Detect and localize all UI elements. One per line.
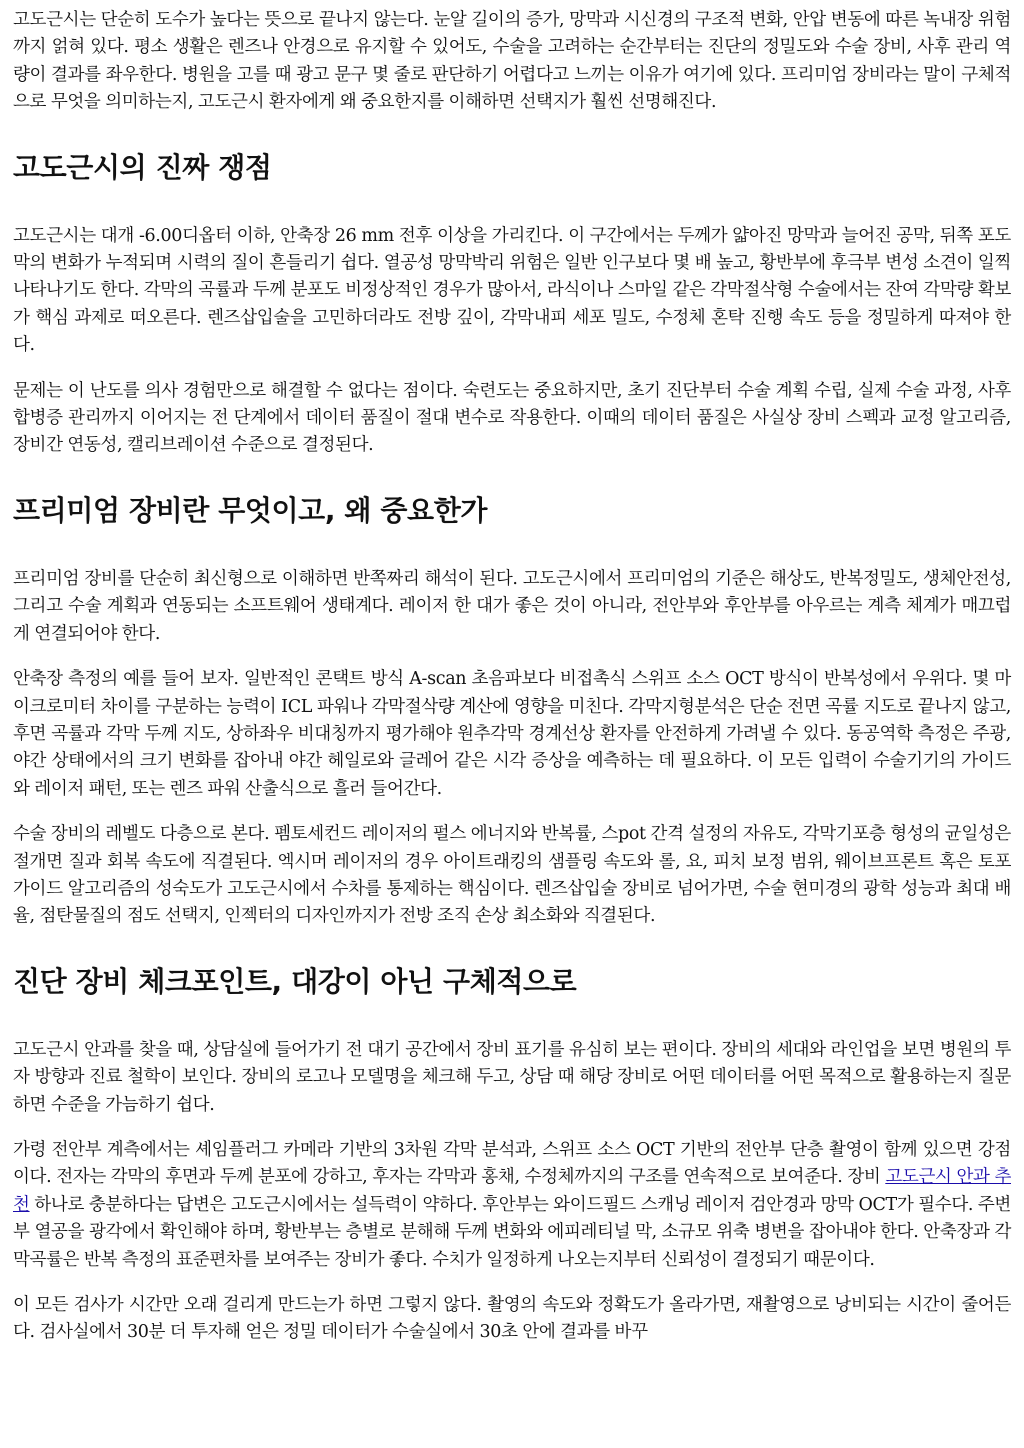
section3-paragraph-2 <box>13 1137 1011 1274</box>
section3-paragraph-3: 이 모든 검사가 시간만 오래 걸리게 만드는가 하면 그렇지 않다. 촬영의 속도와 정확도가 올라가면, 재촬영으로 낭비되는 시간이 줄어든다. 검사실에서 30분 더 투자해 얻은 정밀 데이터가 수술실에서 30초 안에 결과를 바꾸 <box>13 1295 1011 1343</box>
section1-paragraph-2: 문제는 이 난도를 의사 경험만으로 해결할 수 없다는 점이다. 숙련도는 중요하지만, 초기 진단부터 수술 계획 수립, 실제 수술 과정, 사후 합병증 관리까지 이어지는 전 단계에서 데이터 품질이 절대 변수로 작용한다. 이때의 데이터 품질은 사실상 장비 스펙과 교정 알고리즘, 장비간 연동성, 캘리브레이션 수준으로 결정된다. <box>13 380 1011 456</box>
section2-paragraph-1: 프리미엄 장비를 단순히 최신형으로 이해하면 반쪽짜리 해석이 된다. 고도근시에서 프리미엄의 기준은 해상도, 반복정밀도, 생체안전성, 그리고 수술 계획과 연동되는 소프트웨어 생태계다. 레이저 한 대가 좋은 것이 아니라, 전안부와 후안부를 아우르는 계측 체계가 매끄럽게 연결되어야 한다. <box>13 568 1011 644</box>
section2-paragraph-2: 안축장 측정의 예를 들어 보자. 일반적인 콘택트 방식 A-scan 초음파보다 비접촉식 스위프 소스 OCT 방식이 반복성에서 우위다. 몇 마이크로미터 차이를 구분하는 능력이 ICL 파워나 각막절삭량 계산에 영향을 미친다. 각막지형분석은 단순 전면 곡률 지도로 끝나지 않고, 후면 곡률과 각막 두께 지도, 상하좌우 비대칭까지 평가해야 원추각막 경계선상 환자를 안전하게 가려낼 수 있다. 동공역학 측정은 주광, 야간 상태에서의 크기 변화를 잡아내 야간 헤일로와 글레어 같은 시각 증상을 예측하는 데 필요하다. 이 모든 입력이 수술기기의 가이드와 레이저 패턴, 또는 렌즈 파워 산출식으로 흘러 들어간다. <box>13 669 1011 799</box>
recommendation-link[interactable]: 고도근시 안과 추천 <box>13 1167 1011 1215</box>
section-heading-diagnostic-checkpoints: 진단 장비 체크포인트, 대강이 아닌 구체적으로 <box>13 964 577 998</box>
section-heading-premium-equipment: 프리미엄 장비란 무엇이고, 왜 중요한가 <box>13 493 487 527</box>
section3-paragraph-2-text-after: 하나로 충분하다는 답변은 고도근시에서는 설득력이 약하다. 후안부는 와이드필드 스캐닝 레이저 검안경과 망막 OCT가 필수다. 주변부 열공을 광각에서 확인해야 하며, 황반부는 층별로 분해해 두께 변화와 에피레티널 막, 소규모 위축 병변을 잡아내야 한다. 안축장과 각막곡률은 반복 측정의 표준편차를 보여주는 장비가 좋다. 수치가 일정하게 나오는지부터 신뢰성이 결정되기 때문이다. <box>13 1194 1011 1270</box>
section3-paragraph-1: 고도근시 안과를 찾을 때, 상담실에 들어가기 전 대기 공간에서 장비 표기를 유심히 보는 편이다. 장비의 세대와 라인업을 보면 병원의 투자 방향과 진료 철학이 보인다. 장비의 로고나 모델명을 체크해 두고, 상담 때 해당 장비로 어떤 데이터를 어떤 목적으로 활용하는지 질문하면 수준을 가늠하기 쉽다. <box>13 1039 1011 1115</box>
intro-paragraph: 고도근시는 단순히 도수가 높다는 뜻으로 끝나지 않는다. 눈알 길이의 증가, 망막과 시신경의 구조적 변화, 안압 변동에 따른 녹내장 위험까지 얽혀 있다. 평소 생활은 렌즈나 안경으로 유지할 수 있어도, 수술을 고려하는 순간부터는 진단의 정밀도와 수술 장비, 사후 관리 역량이 결과를 좌우한다. 병원을 고를 때 광고 문구 몇 줄로 판단하기 어렵다고 느끼는 이유가 여기에 있다. 프리미엄 장비라는 말이 구체적으로 무엇을 의미하는지, 고도근시 환자에게 왜 중요한지를 이해하면 선택지가 훨씬 선명해진다. <box>13 10 1011 113</box>
section-heading-myopia-issue: 고도근시의 진짜 쟁점 <box>13 150 272 184</box>
section2-paragraph-3: 수술 장비의 레벨도 다층으로 본다. 펨토세컨드 레이저의 펄스 에너지와 반복률, 스pot 간격 설정의 자유도, 각막기포층 형성의 균일성은 절개면 질과 회복 속도에 직결된다. 엑시머 레이저의 경우 아이트래킹의 샘플링 속도와 롤, 요, 피치 보정 범위, 웨이브프론트 혹은 토포가이드 알고리즘의 성숙도가 고도근시에서 수차를 통제하는 핵심이다. 렌즈삽입술 장비로 넘어가면, 수술 현미경의 광학 성능과 최대 배율, 점탄물질의 점도 선택지, 인젝터의 디자인까지가 전방 조직 손상 최소화와 직결된다. <box>13 824 1011 927</box>
section1-paragraph-1: 고도근시는 대개 -6.00디옵터 이하, 안축장 26 mm 전후 이상을 가리킨다. 이 구간에서는 두께가 얇아진 망막과 늘어진 공막, 뒤쪽 포도막의 변화가 누적되며 시력의 질이 흔들리기 쉽다. 열공성 망막박리 위험은 일반 인구보다 몇 배 높고, 황반부에 후극부 변성 소견이 일찍 나타나기도 한다. 각막의 곡률과 두께 분포도 비정상적인 경우가 많아서, 라식이나 스마일 같은 각막절삭형 수술에서는 잔여 각막량 확보가 핵심 과제로 떠오른다. 렌즈삽입술을 고민하더라도 전방 깊이, 각막내피 세포 밀도, 수정체 혼탁 진행 속도 등을 정밀하게 따져야 한다. <box>13 225 1011 356</box>
section3-paragraph-2-text-before: 가령 전안부 계측에서는 셰임플러그 카메라 기반의 3차원 각막 분석과, 스위프 소스 OCT 기반의 전안부 단층 촬영이 함께 있으면 강점이다. 전자는 각막의 후면과 두께 분포에 강하고, 후자는 각막과 홍채, 수정체까지의 구조를 연속적으로 보여준다. 장비 <box>13 1139 1011 1188</box>
